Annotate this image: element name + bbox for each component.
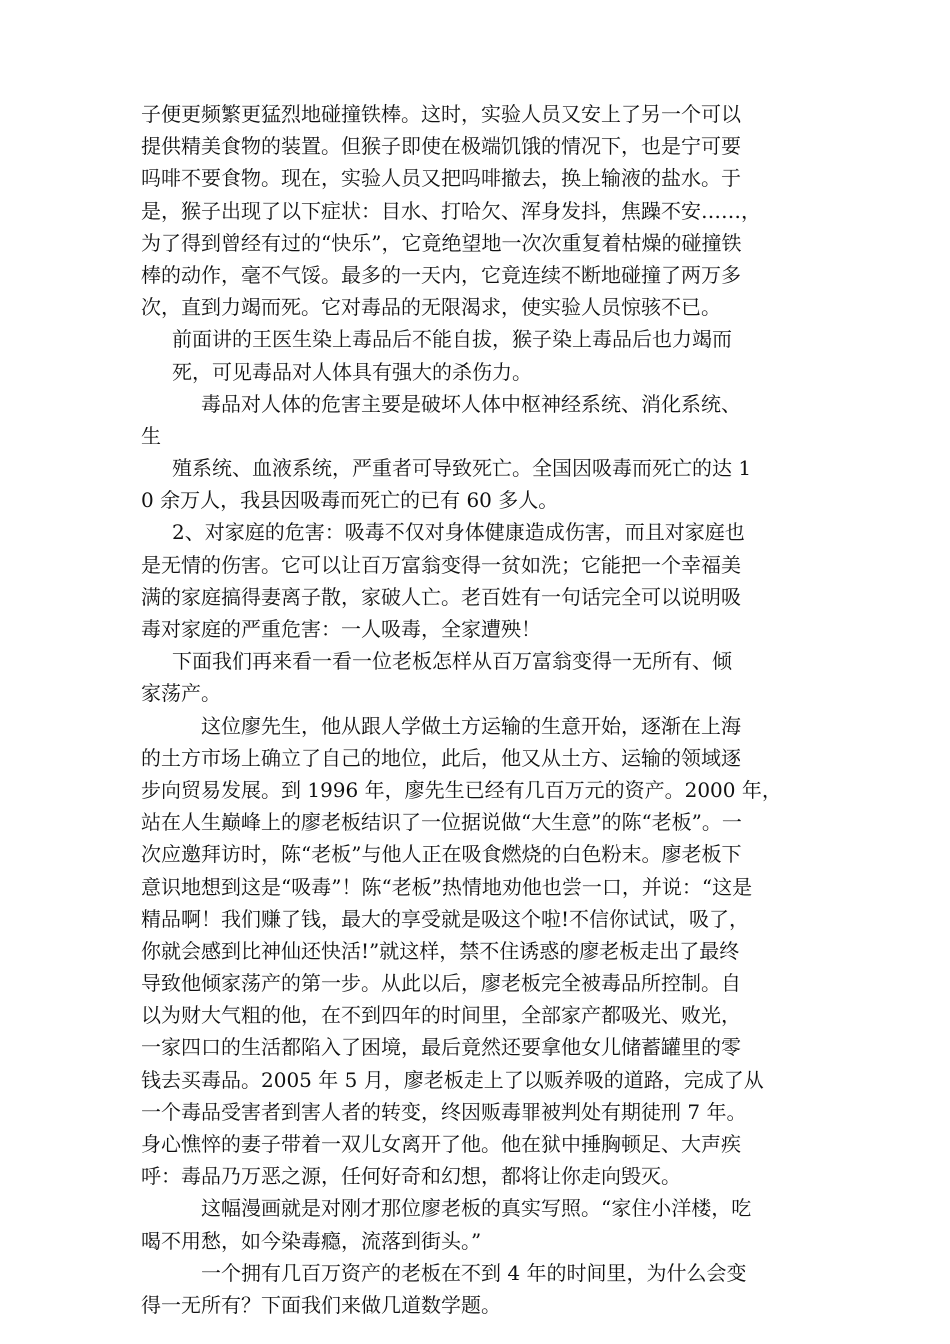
text-line: 2、对家庭的危害：吸毒不仅对身体健康造成伤害，而且对家庭也	[172, 520, 745, 545]
text-line: 死，可见毒品对人体具有强大的杀伤力。	[172, 359, 532, 384]
text-line: 你就会感到比神仙还快活!”就这样，禁不住诱惑的廖老板走出了最终	[141, 938, 740, 963]
text-line: 站在人生巅峰上的廖老板结识了一位据说做“大生意”的陈“老板”。一	[141, 810, 742, 835]
text-line: 毒对家庭的严重危害：一人吸毒，全家遭殃！	[141, 617, 541, 641]
text-line: 生	[141, 423, 161, 448]
text-line: 是无情的伤害。它可以让百万富翁变得一贫如洗；它能把一个幸福美	[141, 552, 741, 577]
text-line: 一个毒品受害者到害人者的转变，终因贩毒罪被判处有期徒刑 7 年。	[141, 1099, 747, 1124]
text-line: 提供精美食物的装置。但猴子即使在极端饥饿的情况下，也是宁可要	[141, 134, 741, 159]
text-line: 一家四口的生活都陷入了困境，最后竟然还要拿他女儿储蓄罐里的零	[141, 1035, 741, 1060]
text-line: 下面我们再来看一看一位老板怎样从百万富翁变得一无所有、倾	[172, 649, 732, 674]
text-line: 殖系统、血液系统，严重者可导致死亡。全国因吸毒而死亡的达 1	[172, 456, 752, 481]
text-line: 钱去买毒品。2005 年 5 月，廖老板走上了以贩养吸的道路，完成了从	[141, 1067, 764, 1092]
text-line: 是，猴子出现了以下症状：目水、打哈欠、浑身发抖，焦躁不安……，	[141, 198, 761, 223]
text-line: 得一无所有？下面我们来做几道数学题。	[141, 1292, 501, 1317]
text-line: 0 余万人，我县因吸毒而死亡的已有 60 多人。	[141, 488, 559, 513]
text-line: 喝不用愁，如今染毒瘾，流落到街头。”	[141, 1228, 482, 1253]
text-line: 次应邀拜访时，陈“老板”与他人正在吸食燃烧的白色粉末。廖老板下	[141, 842, 742, 867]
text-line: 导致他倾家荡产的第一步。从此以后，廖老板完全被毒品所控制。自	[141, 971, 741, 996]
text-line: 毒品对人体的危害主要是破坏人体中枢神经系统、消化系统、	[201, 391, 741, 416]
text-line: 一个拥有几百万资产的老板在不到 4 年的时间里，为什么会变	[201, 1260, 747, 1285]
text-line: 身心憔悴的妻子带着一双儿女离开了他。他在狱中捶胸顿足、大声疾	[141, 1132, 741, 1156]
text-line: 以为财大气粗的他，在不到四年的时间里，全部家产都吸光、败光，	[141, 1003, 741, 1028]
text-line: 满的家庭搞得妻离子散，家破人亡。老百姓有一句话完全可以说明吸	[141, 584, 741, 609]
text-line: 意识地想到这是“吸毒”！陈“老板”热情地劝他也尝一口，并说：“这是	[141, 874, 753, 899]
text-line: 为了得到曾经有过的“快乐”，它竟绝望地一次次重复着枯燥的碰撞铁	[141, 230, 742, 255]
text-line: 的土方市场上确立了自己的地位，此后，他又从土方、运输的领域逐	[141, 745, 741, 770]
text-line: 这幅漫画就是对刚才那位廖老板的真实写照。“家住小洋楼，吃	[201, 1196, 752, 1221]
text-line: 棒的动作，毫不气馁。最多的一天内，它竟连续不断地碰撞了两万多	[141, 262, 741, 287]
text-line: 呼：毒品乃万恶之源，任何好奇和幻想，都将让你走向毁灭。	[141, 1164, 681, 1189]
text-line: 这位廖先生，他从跟人学做土方运输的生意开始，逐渐在上海	[201, 713, 741, 738]
text-line: 吗啡不要食物。现在，实验人员又把吗啡撤去，换上输液的盐水。于	[141, 166, 741, 191]
text-line: 精品啊！我们赚了钱，最大的享受就是吸这个啦!不信你试试，吸了，	[141, 906, 750, 931]
text-line: 子便更频繁更猛烈地碰撞铁棒。这时，实验人员又安上了另一个可以	[141, 102, 741, 126]
text-line: 步向贸易发展。到 1996 年，廖先生已经有几百万元的资产。2000 年，	[141, 777, 782, 802]
document-body	[141, 98, 821, 1321]
text-line: 次，直到力竭而死。它对毒品的无限渴求，使实验人员惊骇不已。	[141, 295, 721, 320]
text-line: 前面讲的王医生染上毒品后不能自拔，猴子染上毒品后也力竭而	[172, 327, 732, 352]
text-line: 家荡产。	[141, 681, 221, 706]
